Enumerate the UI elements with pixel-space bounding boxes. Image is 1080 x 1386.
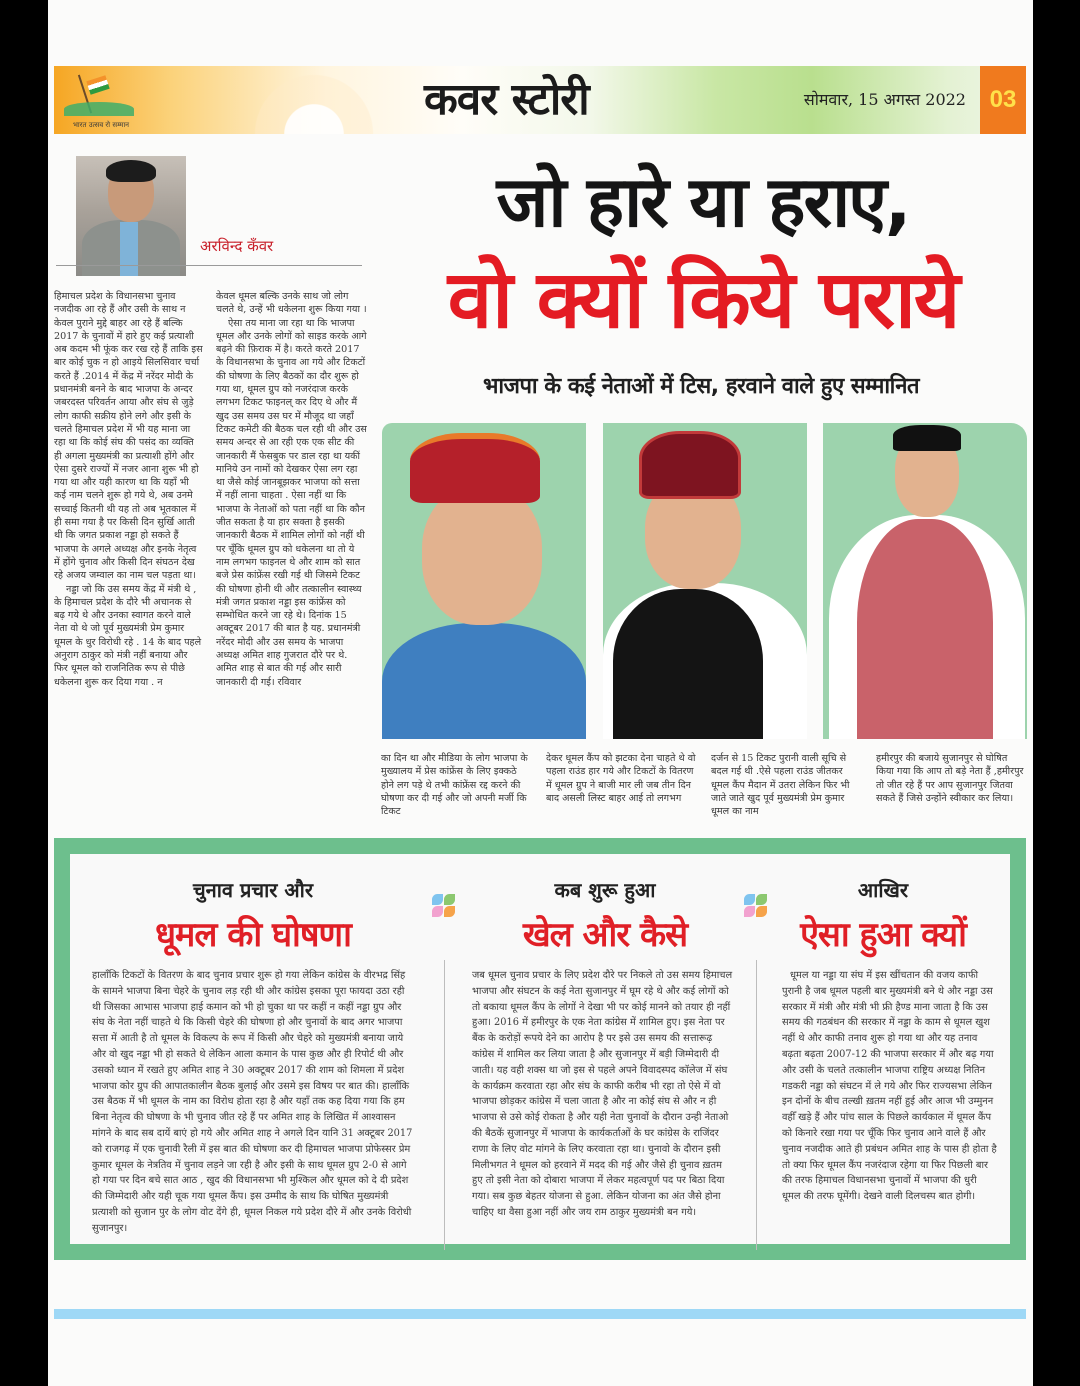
sidebar-text-1: [92, 968, 414, 1237]
himachali-cap: [639, 431, 741, 499]
paragraph: जब धूमल चुनाव प्रचार के लिए प्रदेश दौरे पर निकले तो उस समय हिमाचल भाजपा और संघटन के कई नेता सुजानपुर में घूम रहे थे और कई लोगों को तो बकाया धूमल कैंप के लोगों ने देखा भी पर कोई मानने को तयार ही नहीं हुआ। 2016 में हमीरपुर के एक नेता कांग्रेस में शामिल हुए। इस नेता पर बैंक के करोड़ों रूपये देने का आरोप है पर इसे उस समय की सत्तारूढ़ कांग्रेस में शामिल कर लिया जाता है और सुजानपुर में बड़ी जिम्मेदारी दी जाती। यह वही शक्स था जो इस से पहले अपने विवादस्पद कॉलेज में संघ के कार्यक्रम करवाता रहा और संघ के काफी करीब भी रहा तो ऐसे में वो भाजपा छोड़कर कांग्रेस में चला जाता है और ना कोई संघ से और न ही भाजपा से उसे कोई रोकता है और यही नेता चुनावों के दौरान उन्ही नेताओ की बैठकें सुजानपुर में भाजपा के कार्यकर्ताओं के घर कांग्रेस के राजिंदर राणा के लिए वोट मांगने के लिए करवाता रहा था। चुनावो के दौरान इसी मिलीभगत ने धूमल को हरवाने में मदद की गई और जैसे ही चुनाव ख़तम हुए तो इसी नेता को दोबारा भाजपा में लेकर महत्वपूर्ण पद पर बिठा दिया गया। सब कुछ बेहतर योजना से हुआ. लेकिन योजना का अंत जैसे होना चाहिए था वैसा हुआ नहीं और जय राम ठाकुर मुख्यमंत्री बन गये।: [472, 970, 733, 1218]
paragraph: धूमल या नड्डा या संघ में इस खींचतान की वजय काफी पुरानी है जब धूमल पहली बार मुख्यमंत्री बने थे और नड्डा उस सरकार में मंत्री और मंत्री भी फ्री हैण्ड माना जाता है कि उस समय की गठबंधन की सरकार में नड्डा के काम से धूमल खुश नहीं थे और काफी तनाव शुरू हो गया था और यह तनाव बढ़ता बढ़ता 2007-12 की भाजपा सरकार में और बढ़ गया और उसी के चलते तत्कालीन भाजपा राष्ट्रिय अध्यक्ष नितिन गडकरी नड्डा को संघटन में ले गये और फिर राज्यसभा लेकिन इन दोनों के बीच तल्खी ख़तम नहीं हुई और आज भी उम्मुनन वहीँ खड़े हैं और पांच साल के पिछले कार्यकाल में धूमल कैंप को किनारे रखा गया पर चूँकि फिर चुनाव आने वाले हैं और चुनाव नजदीक आते ही प्रबंधन अमित शाह के पास ही होता है तो क्या फिर धूमल कैंप नजरंदाज रहेगा या फिर पिछली बार की तरफ हिमाचल विधानसभा चुनावों में भाजपा की धुरी धूमल की तरफ घूमेंगी। देखने वाली दिलचस्प बात होगी।: [782, 970, 997, 1203]
red-vest: [857, 519, 993, 739]
author-byline: अरविन्द कँवर: [200, 237, 274, 255]
blue-coat: [382, 623, 586, 739]
article-column-1: [54, 290, 204, 689]
face: [422, 485, 542, 625]
author-divider: [56, 265, 362, 266]
photo-jp-nadda: [823, 423, 1027, 739]
headline-line-2: वो क्यों किये पराये: [447, 253, 959, 346]
article-column-2: [216, 290, 368, 689]
sidebar-heading-2: खेल और कैसे: [522, 915, 688, 955]
hair: [893, 425, 961, 451]
sidebar-heading-3: ऐसा हुआ क्यों: [800, 915, 966, 955]
hill-decoration: [64, 102, 134, 116]
paragraph: केवल धूमल बल्कि उनके साथ जो लोग चलते थे, उन्हें भी धकेलना शुरू किया गया ।: [216, 291, 367, 316]
author-shirt: [120, 222, 138, 276]
article-column-3: [381, 752, 531, 818]
article-column-5: [711, 752, 861, 818]
sidebar-kicker-1: चुनाव प्रचार और: [192, 878, 314, 902]
headline-line-1: जो हारे या हराए,: [496, 161, 910, 243]
paragraph: का दिन था और मीडिया के लोग भाजपा के मुख्यालय में प्रेस कांफ्रेंस के लिए इक्कठे होने लग पड़े थे तभी कांफ्रेंस रद्द करने की घोषणा कर दी गई और जो अपनी मर्जी कि टिकट: [381, 753, 528, 818]
newspaper-logo: [58, 72, 144, 130]
photo-jai-ram-thakur: [603, 423, 807, 739]
himachali-cap: [410, 433, 540, 503]
sidebar-kicker-3: आखिर: [857, 878, 909, 902]
newspaper-page: [48, 0, 1033, 1386]
section-banner: [54, 66, 1026, 134]
pinwheel-icon: [432, 894, 456, 918]
page-number: 03: [980, 66, 1026, 134]
subheadline: भाजपा के कई नेताओं में टिस, हरवाने वाले हुए सम्मानित: [482, 374, 920, 399]
paragraph: हिमाचल प्रदेश के विधानसभा चुनाव नजदीक आ रहे हैं और उसी के साथ न केवल पुराने मुद्दे बाहर आ रहे हैं बल्कि 2017 के चुनावों में हारे हुए कई प्रत्याशी अब कदम भी फूंक कर रख रहे हैं ताकि इस बार कोई चुक न हो आइये सिलसिवार चर्चा करते हैं .2014 में केंद्र में नरेंदर मोदी के प्रधानमंत्री बनने के बाद भाजपा के अन्दर जबरदस्त परिवर्तन आया और संघ से जुड़े लोग काफी सक्रीय होने लगे और इसी के चलते हिमाचल प्रदेश में भी यह माना जा रहा था कि कोई संघ की पसंद का व्यक्ति ही अगला मुख्यमंत्री का प्रत्याशी होंगे और ऐसा दुसरे राज्यों में नजर आना शुरू भी हो गया था और यही कारण था कि यहाँ भी कई नाम चलने शुरू हो गये थे, अब उनमे सच्चाई कितनी थी यह तो अब भूतकाल में ही समा गया है पर किसी दिन सुर्खि आती थी कि जगत प्रकाश नड्डा हो सकते हैं भाजपा के अगले अध्यक्ष और इनके नेतृत्व में होंगे चुनाव और किसी दिन संघठन देख रहे अजय जम्वाल का नाम चल पड़ता था।: [54, 291, 203, 582]
paragraph: ऐसा तय माना जा रहा था कि भाजपा धूमल और उनके लोगों को साइड करके आगे बढ़ने की फ़िराक में है। करते करते 2017 के विधानसभा के चुनाव आ गये और टिकटों की घोषणा के लिए बैठकों का दौर शुरू हो गया था, धूमल ग्रुप को नजरंदाज करके लगभग टिकट फाइनल् कर दिए थे और मैं खुद उस समय उस घर में मौजूद था जहाँ टिकट कमेटी की बैठक चल रही थी और उस समय अन्दर से आ रही एक एक सीट की जानकारी मैं फेसबुक पर डाल रहा था यकीं मानिये उन नामों को देखकर ऐसा लग रहा था जैसे कोई जानबूझकर भाजपा को सत्ता में नहीं लाना चाहता . ऐसा नहीं था कि भाजपा के नेताओं को पता नहीं था कि कौन जीत सकता है या हार सक्ता है इसकी जानकारी बैठक में शामिल लोगों को नहीं थी पर चूँकि धूमल ग्रुप को धकेलना था तो ये नाम लगभग फाइनल थे और शाम को सात बजे प्रेस कांफ्रेंस रखी गई थी जिसमे टिकट की घोषणा होनी थी और तत्कालीन स्वास्थ्य मंत्री जगत प्रकाश नड्डा इस कांफ्रेंस को सम्भोधित करने जा रहे थे। दिनांक 15 अक्टूबर 2017 की बात है यह. प्रधानमंत्री नरेंदर मोदी और उस समय के भाजपा अध्यक्ष अमित शाह गुजरात दौरे पर थे. अमित शाह से बात की गई और सारी जानकारी दी गई। रविवार: [216, 317, 367, 688]
issue-date: सोमवार, 15 अगस्त 2022: [803, 90, 966, 109]
logo-tagline: भारत उत्सव रो सम्मान: [72, 121, 130, 129]
tricolor-flag-icon: [86, 75, 109, 94]
footer-band: [54, 1309, 1026, 1319]
author-photo: [76, 156, 186, 276]
paragraph: हमीरपुर की बजाये सुजानपुर से घोषित किया गया कि आप तो बड़े नेता हैं ,हमीरपुर तो जीत रहे हैं पर आप सुजानपुर जितवा सकते हैं जिसे उन्होंने स्वीकार कर लिया।: [876, 753, 1024, 804]
column-divider: [444, 960, 445, 1250]
article-column-6: [876, 752, 1028, 805]
paragraph: देकर धूमल कैंप को झटका देना चाहते थे वो पहला राउंड हार गये और टिकटों के वितरण में धूमल ग्रुप ने बाजी मार ली जब तीन दिन बाद असली लिस्ट बाहर आई तो लगभग: [546, 753, 696, 804]
paragraph: हालाँकि टिकटों के वितरण के बाद चुनाव प्रचार शुरू हो गया लेकिन कांग्रेस के वीरभद्र सिंह के सामने भाजपा बिना चेहरे के चुनाव लड़ रही थी और कांग्रेस इसका पूरा फायदा उठा रही थी जिसका आभास भाजपा हाई कमान को भी हो चुका था पर कहीं न कहीं नड्डा ग्रुप और संघ के नेता नहीं चाहते थे कि किसी चेहरे की घोषणा हो और चुनावों के बाद अगर भाजपा सत्ता में आती है तो धूमल के विकल्प के रूप में किसी और चेहरे को मुख्यमंत्री बनाया जाये और वो खुद नड्डा भी हो सकते थे लेकिन आला कमान के पास कुछ और ही रिपोर्ट थी और उसको ध्यान में रखते हुए अमित शाह ने 30 अक्टूबर 2017 की शाम को शिमला में प्रदेश भाजपा कोर ग्रुप की आपातकालीन बैठक बुलाई और उसमे इस विषय पर बात की। हालाँकि उस बैठक में भी धूमल के नाम का विरोध होता रहा है और यहाँ तक कह दिया गया कि हम बिना नेतृत्व की घोषणा के भी चुनाव जीत रहे हैं पर अमित शाह के लिखित में आश्वासन मांगने के बाद सब दायें बाएं हो गये और अमित शाह ने अगले दिन यानि 31 अक्टूबर 2017 को राजगढ़ में एक चुनावी रैली में इस बात की घोषणा कर दी हिमाचल भाजपा प्रोफेस्सर प्रेम कुमार धूमल के नेत्रतिव में चुनाव लड़ने जा रही है और इसी के साथ धूमल ग्रुप 2-0 से आगे हो गया पर दिन बचे सात आठ , खुद की विधानसभा भी मुश्किल और धूमल को दे दी प्रदेश की जिम्मेदारी और यही चूक गया धूमल कैंप। इस उम्मीद के साथ कि घोषित मुख्यमंत्री प्रत्याशी को सुजान पुर के लोग वोट देंगे ही, धूमल निकल गये प्रदेश दौरे में और उनके विरोधी सुजानपुर।: [92, 970, 413, 1234]
sidebar-text-3: [782, 968, 998, 1205]
paragraph: दर्जन से 15 टिकट पुरानी वाली सूचि से बदल गई थी .ऐसे पहला राउंड जीतकर धूमल कैंप मैदान में उतरा लेकिन फिर भी जाते जाते खुद पूर्व मुख्यमंत्री प्रेम कुमार धूमल का नाम: [711, 753, 850, 818]
sidebar-heading-1: धूमल की घोषणा: [155, 915, 351, 955]
article-column-4: [546, 752, 696, 805]
sidebar-text-2: [472, 968, 734, 1221]
author-hair: [106, 160, 156, 182]
column-divider: [756, 960, 757, 1250]
section-title: कवर स्टोरी: [424, 74, 589, 125]
photo-prem-kumar-dhumal: [382, 423, 586, 739]
black-jacket: [613, 589, 763, 739]
sun-rays-decoration: [244, 66, 384, 134]
paragraph: नड्डा जो कि उस समय केंद्र में मंत्री थे , के हिमाचल प्रदेश के दौरे भी अचानक से बढ़ गये थे और उनका स्वागत करने वाले नेता वो थे जो पूर्व मुख्यमंत्री प्रेम कुमार धूमल के धुर विरोधी रहे . 14 के बाद पहले अनुराग ठाकुर को मंत्री नहीं बनाया और फिर धूमल को राजनितिक रूप से पीछे धकेलना शुरू कर दिया गया . न: [54, 583, 202, 688]
sidebar-kicker-2: कब शुरू हुआ: [554, 878, 656, 902]
